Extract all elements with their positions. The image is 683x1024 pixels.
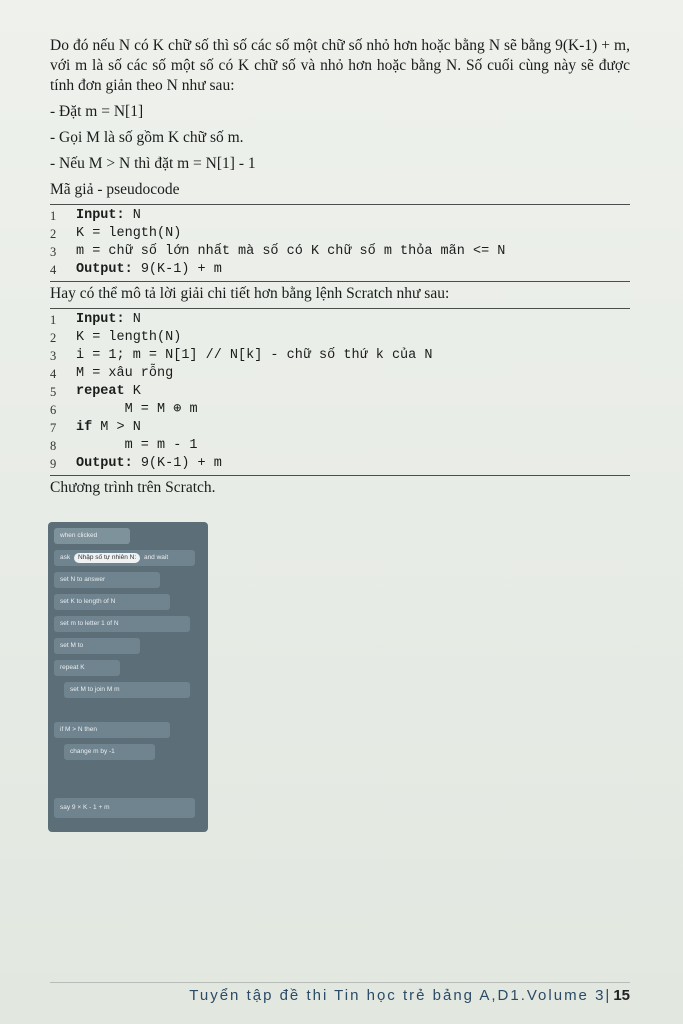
bullet-if-M-gt-N: - Nếu M > N thì đặt m = N[1] - 1 — [50, 155, 256, 172]
line-number: 9 — [50, 457, 57, 471]
line-number: 8 — [50, 439, 57, 453]
pseudocode-block — [50, 204, 630, 282]
code-line — [50, 455, 630, 473]
code-rest: M > N — [92, 420, 141, 435]
content — [50, 36, 630, 498]
code-line — [50, 225, 630, 243]
line-number: 2 — [50, 331, 57, 345]
code-text — [76, 455, 222, 473]
code-text — [76, 311, 141, 329]
line-number: 1 — [50, 313, 57, 327]
code-text — [76, 437, 198, 455]
footer-title: Tuyển tập đề thi Tin học trẻ bảng A,D1.Volume 3| — [189, 987, 612, 1004]
code-rest: N — [124, 208, 141, 223]
code-text — [76, 401, 198, 419]
scratch-ask-label: ask — [60, 554, 71, 561]
code-line — [50, 401, 630, 419]
code-line — [50, 437, 630, 455]
scratch-if: if M > N then — [54, 722, 170, 738]
code-rest: K = length(N) — [76, 226, 182, 241]
code-line — [50, 419, 630, 437]
code-keyword: Output: — [76, 456, 133, 471]
code-rest: 9(K-1) + m — [132, 456, 222, 471]
code-rest: m = m - 1 — [76, 438, 198, 453]
code-text — [76, 419, 141, 437]
code-line — [50, 243, 630, 261]
code-rest: m = chữ số lớn nhất mà số có K chữ số m thỏa mãn <= N — [76, 244, 506, 259]
scratch-hat-block: when clicked — [54, 528, 130, 544]
code-rest: 9(K-1) + m — [132, 262, 222, 277]
code-text — [76, 225, 181, 243]
line-number: 3 — [50, 245, 57, 259]
pseudocode-title: Mã giả - pseudocode — [50, 181, 180, 198]
code-keyword: Input: — [76, 312, 125, 327]
detailed-code-block — [50, 308, 630, 476]
code-rest: K — [124, 384, 141, 399]
code-line — [50, 365, 630, 383]
code-line — [50, 311, 630, 329]
scratch-set-K: set K to length of N — [54, 594, 170, 610]
code-keyword: repeat — [76, 384, 125, 399]
code-line — [50, 347, 630, 365]
scratch-change-m: change m by -1 — [64, 744, 155, 760]
code-rest: N — [124, 312, 141, 327]
code-text — [76, 261, 222, 279]
code-text — [76, 365, 173, 383]
line-number: 3 — [50, 349, 57, 363]
scratch-set-M-empty: set M to — [54, 638, 140, 654]
code-rest: M = M ⊕ m — [76, 402, 198, 417]
line-number: 4 — [50, 367, 57, 381]
code-rest: M = xâu rỗng — [76, 366, 174, 381]
paragraph-intro: Do đó nếu N có K chữ số thì số các số một chữ số nhỏ hơn hoặc bằng N sẽ bằng 9(K-1) + m, với m là số các số một số có K chữ số và nhỏ hơn hoặc bằng N. Số cuối cùng này sẽ được tính đơn giản theo N như sau: — [50, 37, 630, 94]
code-text — [76, 347, 432, 365]
code-text — [76, 383, 141, 401]
line-number: 2 — [50, 227, 57, 241]
scratch-ask-text: Nhập số tự nhiên N: — [74, 553, 140, 563]
scratch-repeat: repeat K — [54, 660, 120, 676]
code-keyword: Output: — [76, 262, 133, 277]
code-keyword: Input: — [76, 208, 125, 223]
scratch-set-m: set m to letter 1 of N — [54, 616, 190, 632]
page-number: 15 — [613, 987, 630, 1004]
code-line — [50, 261, 630, 279]
scratch-ask-block — [54, 550, 195, 566]
code-line — [50, 207, 630, 225]
code-text — [76, 207, 141, 225]
code-text — [76, 243, 505, 261]
bullet-define-M: - Gọi M là số gồm K chữ số m. — [50, 129, 244, 146]
code-line — [50, 329, 630, 347]
scratch-intro: Hay có thể mô tả lời giải chi tiết hơn bằng lệnh Scratch như sau: — [50, 285, 450, 302]
page-footer — [50, 982, 630, 1009]
scratch-say: say 9 × K - 1 + m — [54, 798, 195, 818]
code-rest: K = length(N) — [76, 330, 182, 345]
code-line — [50, 383, 630, 401]
line-number: 7 — [50, 421, 57, 435]
code-text — [76, 329, 181, 347]
scratch-program-image — [48, 522, 208, 832]
line-number: 5 — [50, 385, 57, 399]
scratch-set-N: set N to answer — [54, 572, 160, 588]
code-keyword: if — [76, 420, 93, 435]
scratch-set-M-join: set M to join M m — [64, 682, 190, 698]
code-rest: i = 1; m = N[1] // N[k] - chữ số thứ k của N — [76, 348, 433, 363]
line-number: 6 — [50, 403, 57, 417]
line-number: 1 — [50, 209, 57, 223]
bullet-set-m: - Đặt m = N[1] — [50, 103, 144, 120]
scratch-ask-wait: and wait — [143, 554, 169, 561]
line-number: 4 — [50, 263, 57, 277]
scratch-program-title: Chương trình trên Scratch. — [50, 479, 216, 496]
